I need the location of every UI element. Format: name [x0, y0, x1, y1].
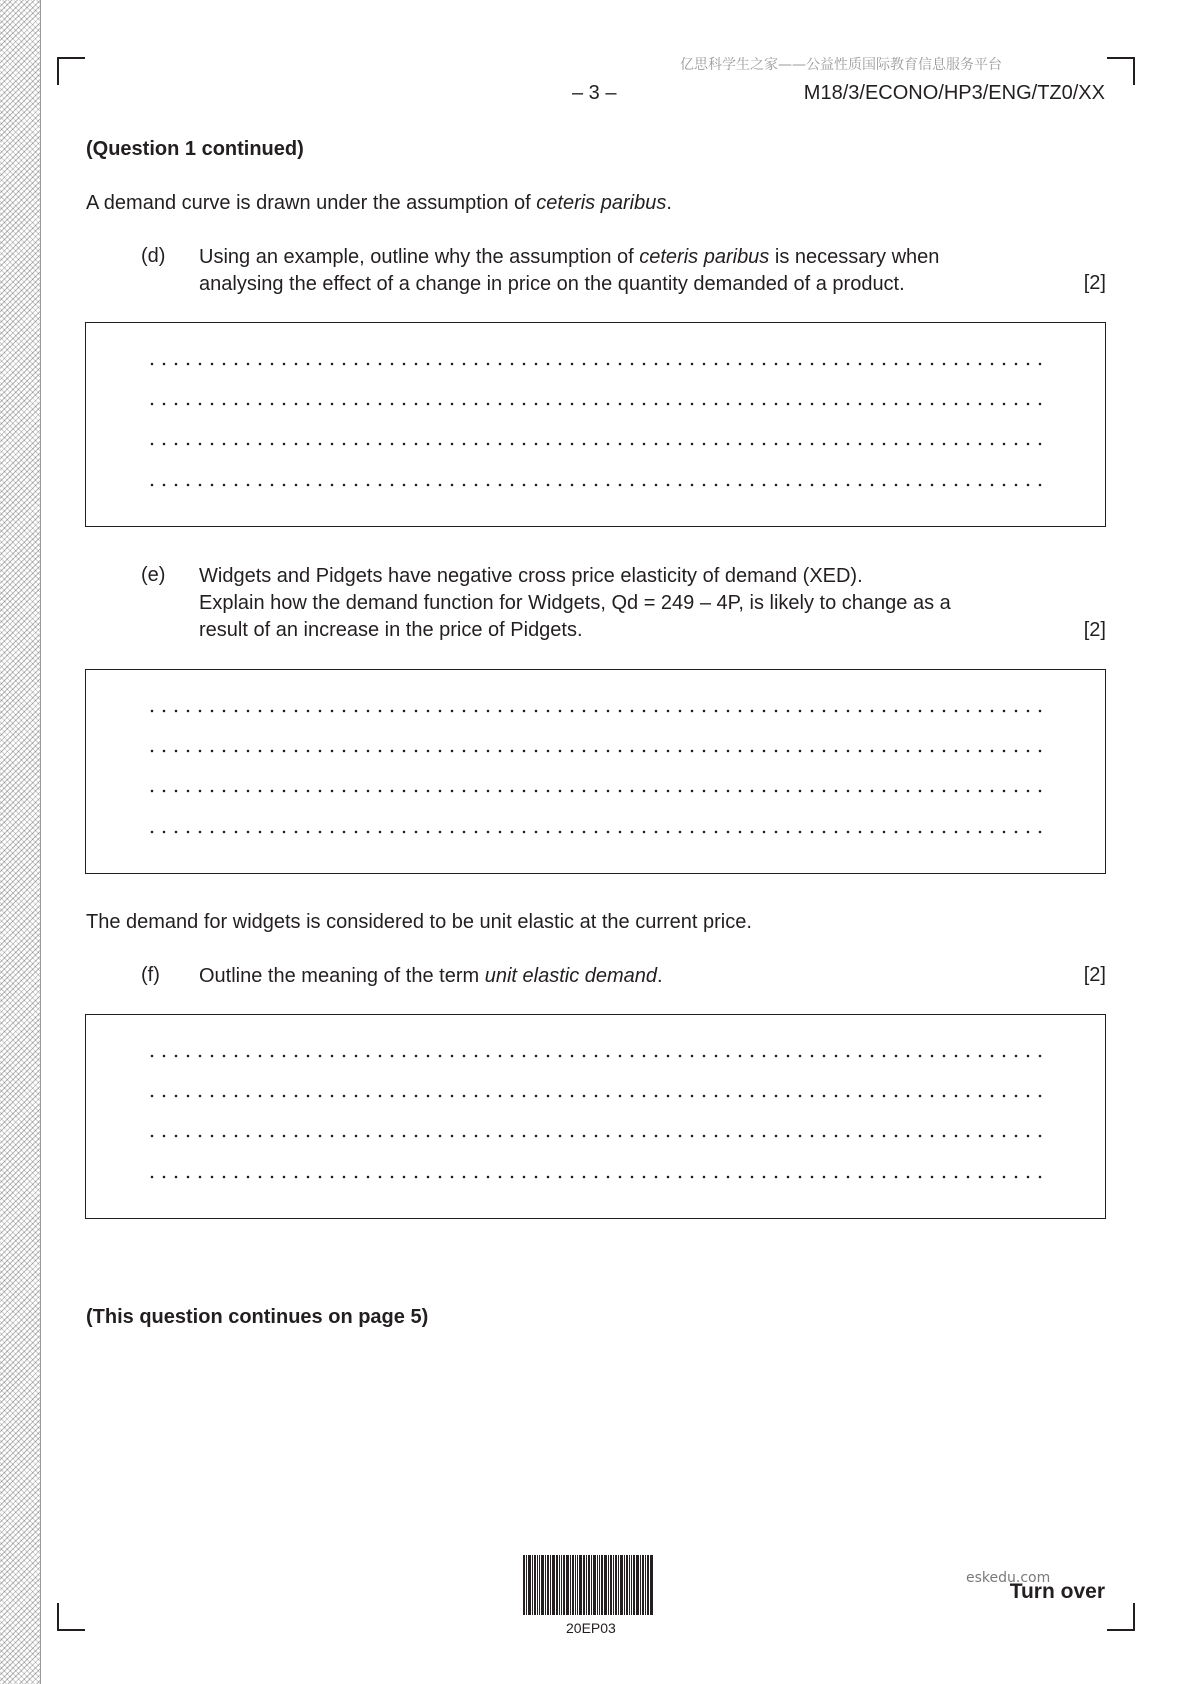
question-e-line-2: Explain how the demand function for Widgets, Qd = 249 – 4P, is likely to change as a	[199, 592, 951, 614]
paper-code: M18/3/ECONO/HP3/ENG/TZ0/XX	[803, 82, 1105, 104]
answer-box-d[interactable]	[85, 322, 1106, 527]
answer-box-e[interactable]	[85, 669, 1106, 874]
header-watermark: 亿思科学生之家——公益性质国际教育信息服务平台	[680, 57, 1002, 73]
continues-note: (This question continues on page 5)	[86, 1306, 429, 1328]
answer-line	[146, 1175, 1046, 1179]
footer-watermark: eskedu.com	[966, 1570, 1051, 1586]
answer-line	[146, 830, 1046, 834]
stem-ceteris-paribus: A demand curve is drawn under the assumption of ceteris paribus.	[86, 192, 672, 214]
answer-line	[146, 442, 1046, 446]
barcode	[523, 1555, 669, 1615]
crop-mark-bottom-right	[1107, 1603, 1135, 1631]
answer-line	[146, 1094, 1046, 1098]
question-d-text	[199, 244, 1049, 298]
question-f-marks: [2]	[1083, 964, 1106, 986]
answer-line	[146, 1054, 1046, 1058]
question-e-text	[199, 563, 1049, 644]
question-f-label: (f)	[141, 964, 160, 986]
perforation-margin	[0, 0, 41, 1684]
question-e-label: (e)	[141, 564, 166, 586]
answer-line	[146, 749, 1046, 753]
question-f-text: Outline the meaning of the term unit elastic demand.	[199, 965, 663, 987]
answer-line	[146, 483, 1046, 487]
answer-line	[146, 1134, 1046, 1138]
page-number: – 3 –	[572, 82, 617, 104]
stem-unit-elastic: The demand for widgets is considered to be unit elastic at the current price.	[86, 911, 752, 933]
answer-line	[146, 709, 1046, 713]
answer-line	[146, 402, 1046, 406]
answer-box-f[interactable]	[85, 1014, 1106, 1219]
answer-line	[146, 362, 1046, 366]
continued-heading: (Question 1 continued)	[86, 138, 304, 160]
question-e-line-1: Widgets and Pidgets have negative cross price elasticity of demand (XED).	[199, 565, 863, 587]
question-d-label: (d)	[141, 245, 166, 267]
crop-mark-top-right	[1107, 57, 1135, 85]
question-e-marks: [2]	[1083, 619, 1106, 641]
question-d-line-1: Using an example, outline why the assumption of ceteris paribus is necessary when	[199, 246, 940, 268]
barcode-code: 20EP03	[566, 1620, 616, 1636]
answer-line	[146, 789, 1046, 793]
question-d-line-2: analysing the effect of a change in price on the quantity demanded of a product.	[199, 273, 905, 295]
crop-mark-top-left	[57, 57, 85, 85]
crop-mark-bottom-left	[57, 1603, 85, 1631]
question-e-line-3: result of an increase in the price of Pidgets.	[199, 619, 583, 641]
turn-over-label: Turn over	[1009, 1580, 1105, 1603]
question-d-marks: [2]	[1083, 272, 1106, 294]
